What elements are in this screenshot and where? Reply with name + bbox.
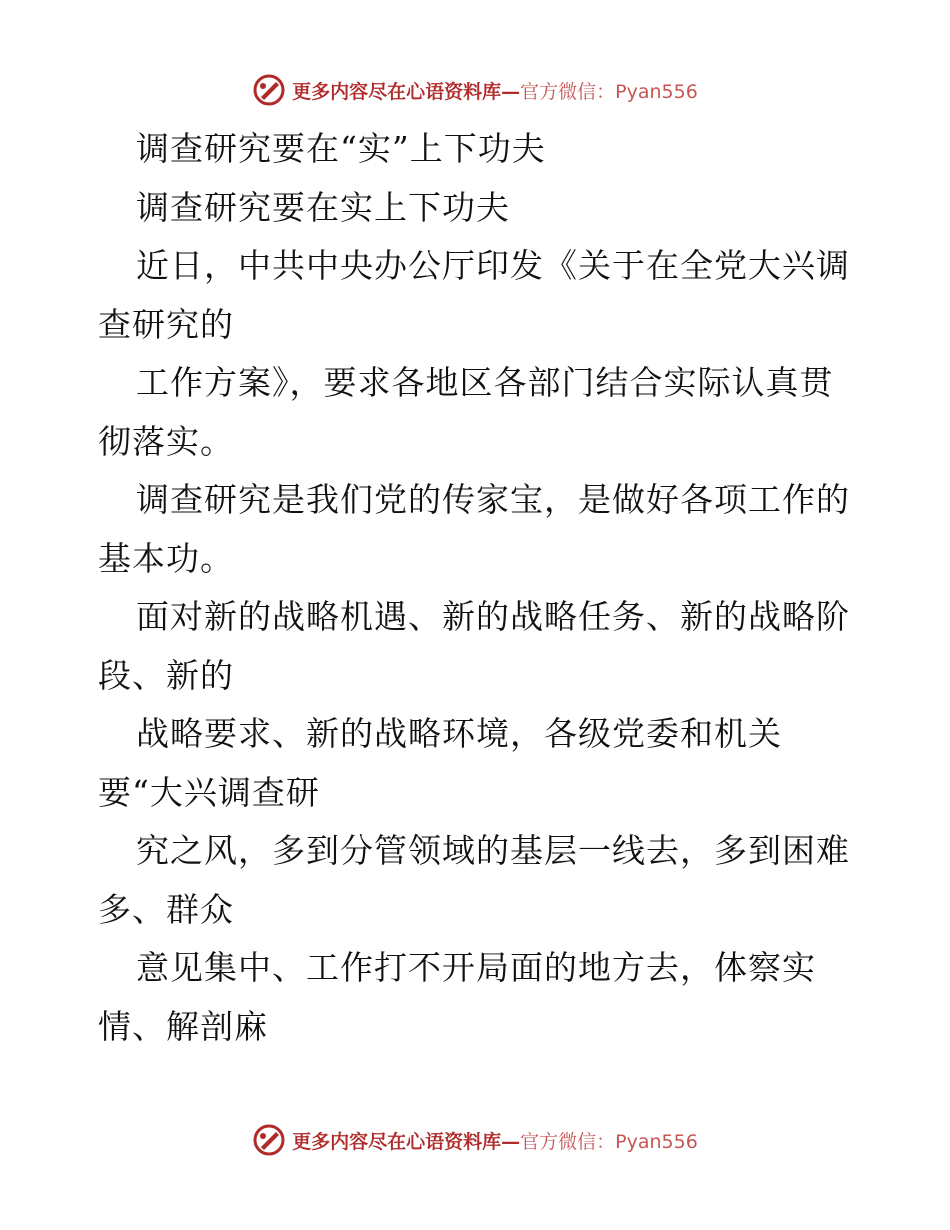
doc-line-4: 查研究的: [98, 304, 234, 344]
header-banner: [0, 70, 950, 110]
document-body: [98, 120, 858, 1056]
doc-line-16: 情、解剖麻: [98, 1006, 268, 1046]
doc-line-3: 近日，中共中央办公厅印发《关于在全党大兴调: [136, 246, 850, 285]
header-text: [292, 77, 698, 104]
footer-text: [292, 1127, 698, 1154]
doc-line-1: 调查研究要在“实”上下功夫: [136, 129, 546, 168]
doc-line-15: 意见集中、工作打不开局面的地方去，体察实: [136, 948, 816, 987]
doc-line-12: 要“大兴调查研: [98, 772, 320, 812]
doc-line-11: 战略要求、新的战略环境，各级党委和机关: [136, 714, 782, 753]
logo-icon: [252, 1123, 286, 1157]
footer-wechat: 官方微信：Pyan556: [520, 1130, 698, 1153]
doc-line-10: 段、新的: [98, 655, 234, 695]
doc-line-5: 工作方案》，要求各地区各部门结合实际认真贯: [136, 363, 834, 402]
doc-line-6: 彻落实。: [98, 421, 234, 461]
doc-line-13: 究之风，多到分管领域的基层一线去，多到困难: [136, 831, 850, 870]
doc-line-7: 调查研究是我们党的传家宝，是做好各项工作的: [136, 480, 850, 519]
doc-line-2: 调查研究要在实上下功夫: [136, 187, 510, 227]
footer-title: 更多内容尽在心语资料库—: [292, 1130, 521, 1153]
header-wechat: 官方微信：Pyan556: [520, 80, 698, 103]
doc-line-8: 基本功。: [98, 538, 234, 578]
header-title: 更多内容尽在心语资料库—: [292, 80, 521, 103]
footer-banner: [0, 1120, 950, 1160]
doc-line-9: 面对新的战略机遇、新的战略任务、新的战略阶: [136, 597, 850, 636]
logo-icon: [252, 73, 286, 107]
doc-line-14: 多、群众: [98, 889, 234, 929]
